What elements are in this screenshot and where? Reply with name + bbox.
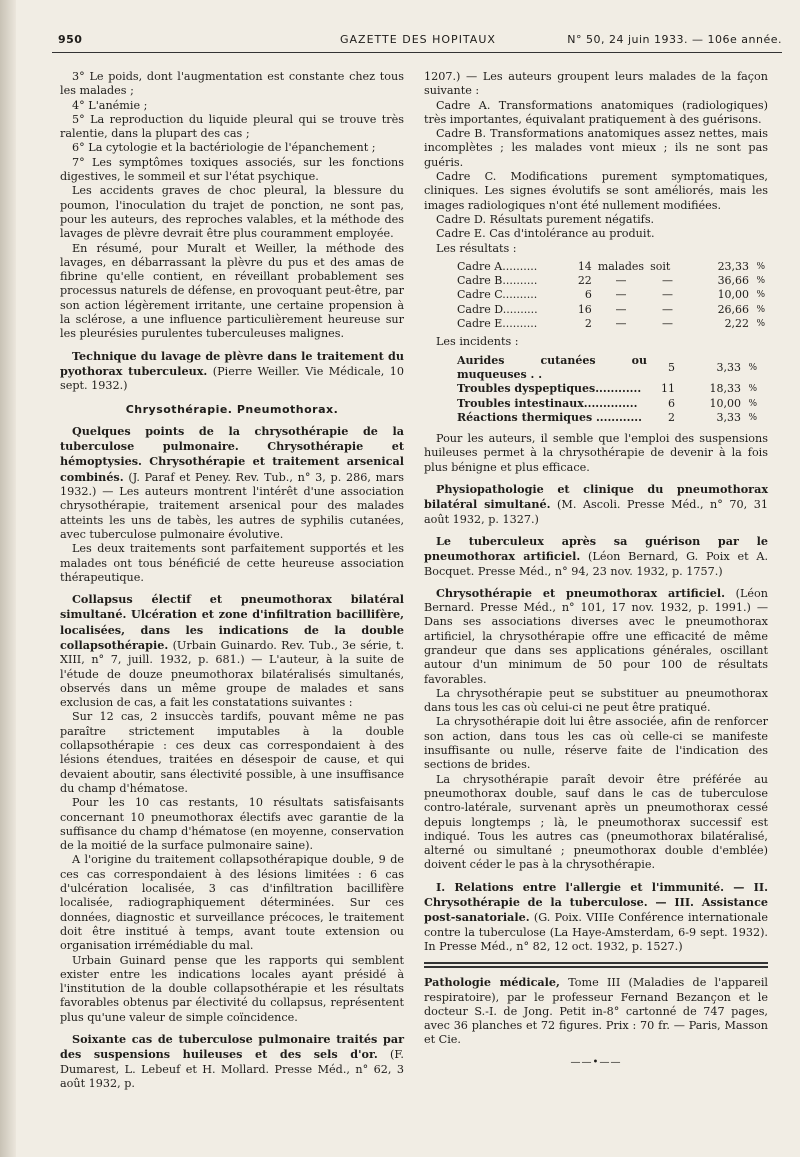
results-table xyxy=(454,260,768,331)
table-row: Cadre D.......... 16 — — 26,66 % xyxy=(457,302,765,316)
right-column xyxy=(424,70,768,1070)
paragraph: Les accidents graves de choc pleural, la blessure du poumon, l'inoculation du trajet de ponction, ne sont pas, pour les auteurs, des reproches valables, et la méthode des lavages de plèvre devrait être plus couramment employée. xyxy=(60,184,404,241)
article-source: (J. Paraf et Peney. Rev. Tub., n° 3, p. 286, mars 1932.) xyxy=(60,470,404,499)
paragraph: Les deux traitements sont parfaitement supportés et les malades ont tous bénéficié de cette heureuse association thérapeutique. xyxy=(60,542,404,584)
article-source: (Urbain Guinardo. Rev. Tub., 3e série, t. XIII, n° 7, juill. 1932, p. 681.) xyxy=(60,638,404,667)
article-title: Soixante cas de tuberculose pulmonaire traités par des suspensions huileuses et des sels d'or. xyxy=(60,1032,404,1062)
reference-title: Le tuberculeux après sa guérison par le pneumothorax artificiel. xyxy=(424,533,768,564)
reference-source: (G. Poix. VIIIe Conférence internationale contre la tuberculose (La Haye-Amsterdam, 6-9 sept. 1932). In Presse Méd., n° 82, 12 oct. 1932, p. 1527.) xyxy=(424,911,768,953)
page-number: 950 xyxy=(58,33,83,46)
article-source: (F. Dumarest, L. Lebeuf et H. Mollard. Presse Méd., n° 62, 3 août 1932, p. xyxy=(60,1048,404,1090)
journal-title: GAZETTE DES HOPITAUX xyxy=(340,33,496,46)
cadre-item: Cadre A. Transformations anatomiques (radiologiques) très importantes, équivalant pratiquement à des guérisons. xyxy=(424,98,768,126)
section-title: Chrysothérapie. Pneumothorax. xyxy=(125,402,339,416)
reference-weiller xyxy=(60,349,404,394)
paragraph: 1207.) — Les auteurs groupent leurs malades de la façon suivante : xyxy=(424,70,768,98)
article-paraf xyxy=(60,424,404,542)
reference-source: (Léon Bernard, G. Poix et A. Bocquet. Presse Méd., n° 94, 23 nov. 1932, p. 1757.) xyxy=(424,550,769,578)
reference-title: Physiopathologie et clinique du pneumothorax bilatéral simultané. xyxy=(424,482,768,512)
incidents-table xyxy=(454,354,760,425)
table-row: Troubles dyspeptiques............ 11 18,33 % xyxy=(457,382,757,396)
list-item: 3° Le poids, dont l'augmentation est constante chez tous les malades ; xyxy=(60,70,404,98)
reference-source: (Pierre Weiller. Vie Médicale, 10 sept. 1932.) xyxy=(60,364,404,393)
paragraph: Pour les auteurs, il semble que l'emploi des suspensions huileuses permet à la chrysothérapie de devenir à la fois plus bénigne et plus efficace. xyxy=(424,432,768,474)
list-item: 5° La reproduction du liquide pleural qui se trouve très ralentie, dans la plupart des cas ; xyxy=(60,112,404,141)
table-row: Troubles intestinaux.............. 6 10,00 % xyxy=(457,396,757,410)
paragraph: Urbain Guinard pense que les rapports qui semblent exister entre les indications locales ayant présidé à l'institution de la double collapsothérapie et les résultats favorables obtenus par électivité du collapsus, représentent plus qu'une valeur de simple coïncidence. xyxy=(60,953,404,1024)
article-title: Quelques points de la chrysothérapie de la tuberculose pulmonaire. Chrysothérapie et hémoptysies. Chrysothérapie et traitement arsenical combinés. xyxy=(60,423,404,484)
section-divider xyxy=(424,962,768,964)
table-row: Cadre C.......... 6 — — 10,00 % xyxy=(457,288,765,302)
reference-title: Chrysothérapie et pneumothorax artificiel. xyxy=(436,585,726,600)
article-body: — L'auteur, à la suite de l'étude de douze pneumothorax bilatéralisés simultanés, observés dans un même groupe de malades et sans exclusion de cas, a fait les constatations suivantes : xyxy=(60,653,405,710)
cadre-item: Cadre D. Résultats purement négatifs. xyxy=(436,212,655,226)
left-column xyxy=(60,70,404,1091)
section-divider xyxy=(424,966,768,968)
table-row: Cadre E.......... 2 — — 2,22 % xyxy=(457,317,765,331)
results-label: Les résultats : xyxy=(436,241,517,255)
end-ornament: ——•—— xyxy=(570,1056,622,1068)
reference-ascoli xyxy=(424,482,768,527)
paragraph: La chrysothérapie peut se substituer au pneumothorax dans tous les cas où celui-ci ne peut être pratiqué. xyxy=(424,686,768,715)
list-item: 6° La cytologie et la bactériologie de l'épanchement ; xyxy=(72,141,376,155)
reference-bernard-poix xyxy=(424,534,768,579)
table-row: Aurides cutanées ou muqueuses . . 5 3,33 % xyxy=(457,353,757,381)
book-body: Tome III (Maladies de l'appareil respiratoire), par le professeur Fernand Bezançon et le docteur S.-I. de Jong. Petit in-8° cartonné de 747 pages, avec 36 planches et 72 figures. Prix : 70 fr. — Paris, Masson et Cie. xyxy=(424,976,768,1047)
article-guinard xyxy=(60,592,404,710)
book-title: Pathologie médicale, xyxy=(424,975,560,990)
reference-poix xyxy=(424,880,768,954)
list-item: 4° L'anémie ; xyxy=(72,98,148,112)
article-title: Collapsus électif et pneumothorax bilatéral simultané. Ulcération et zone d'infiltration bacillifère, localisées, dans les indications de la double collapsothérapie. xyxy=(60,592,404,652)
cadre-item: Cadre C. Modifications purement symptomatiques, cliniques. Les signes évolutifs se sont améliorés, mais les images radiologiques n'ont été nullement modifiées. xyxy=(424,170,768,212)
paragraph: A l'origine du traitement collapsothérapique double, 9 de ces cas correspondaient à des lésions limitées : 6 cas d'ulcération localisée, 3 cas d'infiltration bacillifère localisée, radiographiquement déterminées. Sur ces données, diagnostic et surveillance précoces, le traitement doit être institué à temps, avant toute extension ou organisation irrémédiable du mal. xyxy=(60,853,404,953)
paragraph: La chrysothérapie doit lui être associée, afin de renforcer son action, dans tous les cas où celle-ci se manifeste insuffisante ou nulle, réserve faite de l'indication des sections de brides. xyxy=(424,715,768,772)
table-row: Cadre B.......... 22 — — 36,66 % xyxy=(457,274,765,288)
page-spine-shadow xyxy=(0,0,16,1157)
issue-info: N° 50, 24 juin 1933. — 106e année. xyxy=(567,33,782,46)
cadre-item: Cadre B. Transformations anatomiques assez nettes, mais incomplètes ; les malades vont mieux ; ils ne sont pas guéris. xyxy=(424,127,768,169)
book-notice xyxy=(424,975,768,1047)
cadre-item: Cadre E. Cas d'intolérance au produit. xyxy=(436,227,655,241)
table-row: Réactions thermiques ............ 2 3,33 % xyxy=(457,410,757,424)
paragraph: En résumé, pour Muralt et Weiller, la méthode des lavages, en débarrassant la plèvre du pus et des amas de fibrine qu'elle contient, en réveillant probablement ses processus naturels de défense, en provoquant peut-être, par son action légèrement irritante, une certaine propension à la sclérose, a une influence particulièrement heureuse sur les pleurésies purulentes tuberculeuses malignes. xyxy=(60,241,404,341)
page-header xyxy=(52,30,782,53)
paragraph: La chrysothérapie paraît devoir être préférée au pneumothorax double, sauf dans le cas de tuberculose contro-latérale, survenant après un pneumothorax cessé depuis longtemps ; là, le pneumothorax successif est indiqué. Tous les autres cas (pneumothorax bilatéralisé, alterné ou simultané ; pneumothorax double d'emblée) doivent céder le pas à la chrysothérapie. xyxy=(424,772,768,872)
reference-source: (Léon Bernard. Presse Méd., n° 101, 17 nov. 1932, p. 1991.) xyxy=(424,586,768,615)
reference-title: I. Relations entre l'allergie et l'immunité. — II. Chrysothérapie de la tuberculose. — III. Assistance post-sanatoriale. xyxy=(424,879,768,925)
article-body: — Les auteurs montrent l'intérêt d'une association chrysothérapie, traitement arsenical pour des malades atteints les uns de tabès, les autres de syphilis cutanées, avec tuberculose pulmonaire évolutive. xyxy=(60,485,404,541)
reference-bernard xyxy=(424,586,768,687)
list-item: 7° Les symptômes toxiques associés, sur les fonctions digestives, le sommeil et sur l'état psychique. xyxy=(60,155,404,184)
reference-body: — Dans ses associations diverses avec le pneumothorax artificiel, la chrysothérapie offre une efficacité de même grandeur que dans ses applications générales, oscillant autour d'un minimum de 50 pour 100 de résultats favorables. xyxy=(424,601,768,686)
article-dumarest xyxy=(60,1032,404,1091)
incidents-label: Les incidents : xyxy=(436,335,519,349)
reference-source: (M. Ascoli. Presse Méd., n° 70, 31 août 1932, p. 1327.) xyxy=(424,498,768,526)
table-row: Cadre A.......... 14 malades soit 23,33 % xyxy=(457,259,765,273)
paragraph: Pour les 10 cas restants, 10 résultats satisfaisants concernant 10 pneumothorax électifs avec garantie de la suffisance du champ d'hématose (en moyenne, conservation de la moitié de la surface pulmonaire saine). xyxy=(60,796,404,853)
reference-title: Technique du lavage de plèvre dans le traitement du pyothorax tuberculeux. xyxy=(60,348,404,378)
paragraph: Sur 12 cas, 2 insuccès tardifs, pouvant même ne pas paraître strictement imputables à la double collapsothérapie : ces deux cas correspondaient à des lésions étendues, traitées en désespoir de cause, et qui devaient aboutir, sans électivité possible, à une insuffisance du champ d'hématose. xyxy=(60,710,404,795)
